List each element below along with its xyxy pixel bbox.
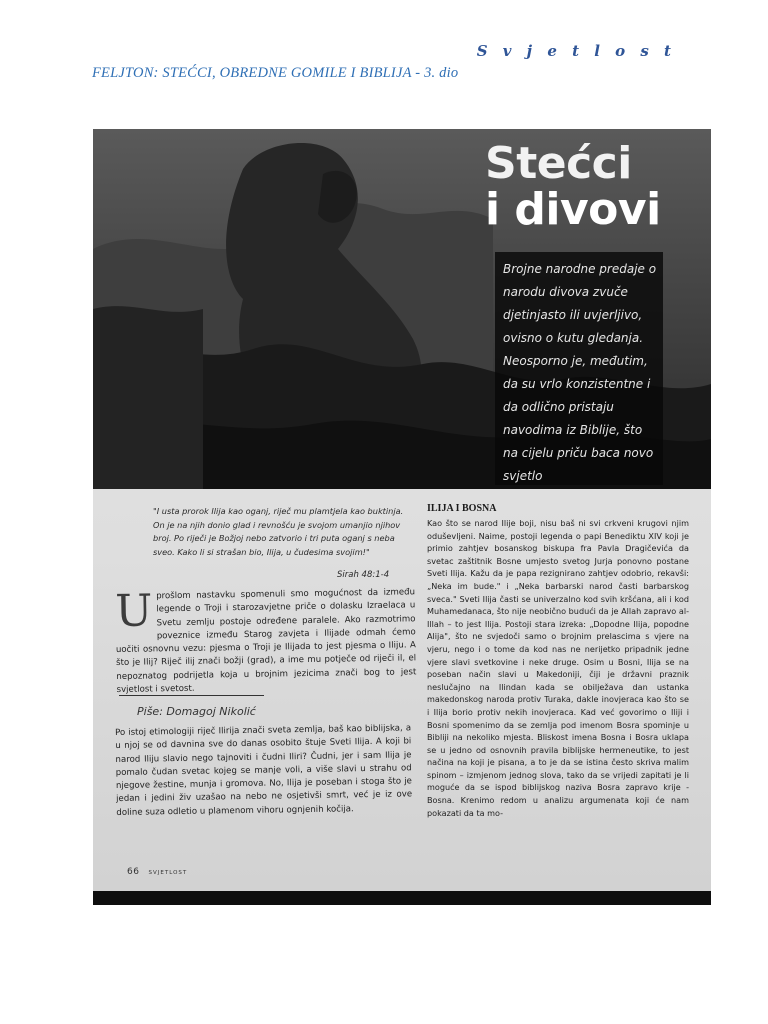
page-number: 66: [127, 867, 140, 877]
epigraph-reference: Sirah 48:1-4: [337, 570, 390, 580]
section-title: ILIJA I BOSNA: [427, 503, 497, 514]
article-lead: Brojne narodne predaje o narodu divova zvuče djetinjasto ili uvjerljivo, ovisno o kutu gledanja. Neosporno je, međutim, da su vrlo konzistentne i da odlično pristaju navodima iz Biblije, što na cijelu priču baca novo svjetlo: [495, 252, 663, 485]
drop-cap: U: [114, 585, 153, 637]
magazine-page: [93, 129, 711, 891]
page-folio: [127, 867, 187, 877]
article-title-line-2: i divovi: [485, 184, 661, 235]
article-body-left: [115, 586, 417, 697]
article-title-line-1: Stećci: [485, 138, 632, 189]
hero-image: [93, 129, 711, 489]
scanned-magazine-page: [93, 129, 711, 905]
folio-magazine-name: SVJETLOST: [148, 870, 188, 876]
article-body-left-continued: Po istoj etimologiji riječ Ilirija znači sveta zemlja, baš kao biblijska, a u njoj se od davnina sve do danas osobito štuje Sveti Ilija. A koji bi narod Iliju slavio nego tajnoviti i čudni Iliri? Čudni, jer i sam Ilija je pomalo čudan svetac kojeg se manje voli, a više slavi u strahu od njegove žestine, munja i gromova. No, Ilija je poseban i stoga što je jedan i jedini živ uzašao na nebo ne osjetivši smrt, već je iz ove doline suza odletio u plamenom vihoru ognjenih kočija.: [115, 723, 413, 818]
article-title: [485, 138, 661, 235]
author-divider: [119, 695, 264, 696]
article-author: Piše: Domagoj Nikolić: [137, 705, 256, 718]
magazine-brand: S v j e t l o s t: [476, 42, 676, 60]
article-body-right: Kao što se narod Ilije boji, nisu baš ni svi crkveni krugovi njim oduševljeni. Naime, postoji legenda o papi Benediktu XIV koji je primio zahtjev bosanskog biskupa fra Pavla Dragičevića da svetac zaštitnik Bosne umjesto svetog Jurja ponovno postane Sveti Ilija. Kažu da je papa rezignirano zahtjev odobrio, rekavši: „Neka im bude." i „Neka barbarski narod časti barbarskog sveca." Sveti Ilija časti se univerzalno kod svih kršćana, ali i kod Muhamedanaca, što nije neobično budući da je Allah zapravo al- Illah – to jest Ilija. Postoji stara izreka: „Dopodne Ilija, popodne Alija", što ne svjedoči samo o brojnim prelascima s vjere na vjeru, nego i o tome da kod nas ne nerijetko pripadnik jedne vjere slavi svetkovine i neke druge. Osim u Bosni, Ilija se na poseban način slavi u Makedoniji, čiji je državni praznik neslučajno na Ilindan kada se obilježava dan ustanka makedonskog naroda protiv Turaka, dakle inovjeraca kao što se i Ilija borio protiv nekih inovjeraca. Kad već govorimo o Iliji i Bosni spomenimo da se zemlja pod imenom Bosra spominje u Bibliji na nekoliko mjesta. Bliskost imena Bosna i Bosra uklapa se u jedno od osnovnih pravila biblijske hermeneutike, to jest načina na koji je pisana, a to je da se istina često skriva malim spinom – izmjenom jednog slova, tako da se vrijedi zapitati je li moguće da se ispod biblijskog naziva Bosra zapravo krije - Bosna. Krenimo redom u analizu argumenata koji će nam pokazati da ta mo-: [427, 518, 689, 818]
epigraph-quote: "I usta prorok Ilija kao oganj, riječ mu plamtjela kao buktinja. On je na njih donio glad i revnošću je svojom umanjio njihov broj. Po riječi je Božjoj nebo zatvorio i tri puta oganj s neba sveo. Kako li si strašan bio, Ilija, u čudesima svojim!": [153, 506, 404, 557]
article-body-left-text: prošlom nastavku spomenuli smo mogućnost da između legende o Troji i starozavjetne priče o dolasku Izraelaca u Svetu zemlju postoje određene paralele. Ako razmotrimo poveznice između Starog zavjeta i Ilijade odmah ćemo uočiti osnovnu vezu: pjesma o Troji je Ilijada to jest pjesma o Iliju. A što je Ilij? Riječ ilij znači božji (grad), a ime mu potječe od riječi il, el nepoznatog podrijetla koja u brojnim jezicima znači bog to jest svjetlost i svetost.: [115, 587, 417, 696]
feuilleton-heading: FELJTON: STEĆCI, OBREDNE GOMILE I BIBLIJA - 3. dio: [92, 65, 459, 81]
